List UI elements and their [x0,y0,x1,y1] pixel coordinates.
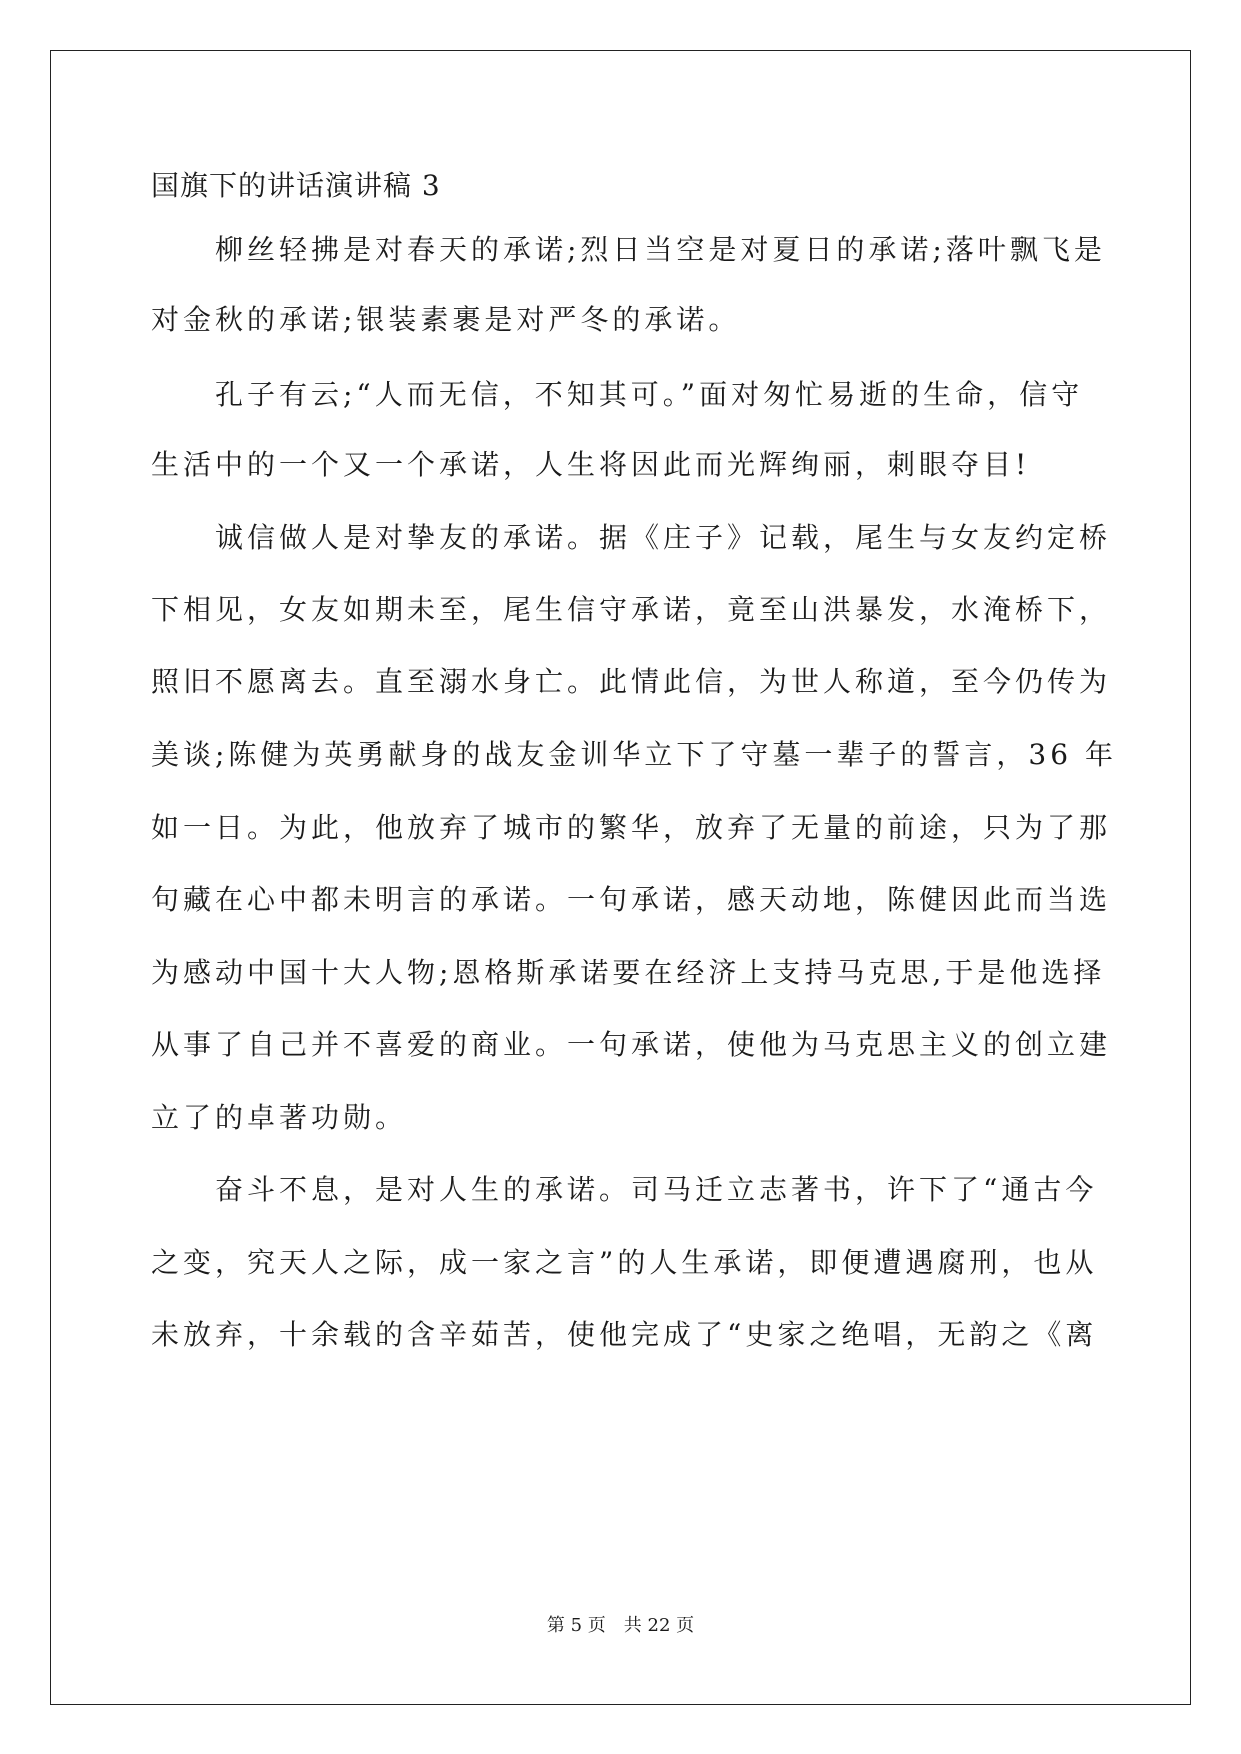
text-line-11: 为感动中国十大人物;恩格斯承诺要在经济上支持马克思,于是他选择 [151,956,1106,989]
text-line-3: 孔子有云;“人而无信，不知其可。”面对匆忙易逝的生命，信守 [151,378,1084,411]
text-line-12: 从事了自己并不喜爱的商业。一句承诺，使他为马克思主义的创立建 [151,1028,1112,1061]
page-number-footer: 第 5 页 共 22 页 [546,1615,695,1636]
text-line-8: 美谈;陈健为英勇献身的战友金训华立下了守墓一辈子的誓言，36 年 [151,738,1117,771]
text-line-7: 照旧不愿离去。直至溺水身亡。此情此信，为世人称道，至今仍传为 [151,665,1112,698]
text-line-1: 柳丝轻拂是对春天的承诺;烈日当空是对夏日的承诺;落叶飘飞是 [151,233,1106,266]
document-title: 国旗下的讲话演讲稿 3 [151,169,441,202]
text-line-9: 如一日。为此，他放弃了城市的繁华，放弃了无量的前途，只为了那 [151,811,1112,844]
text-line-16: 未放弃，十余载的含辛茹苦，使他完成了“史家之绝唱，无韵之《离 [151,1318,1098,1351]
text-line-2: 对金秋的承诺;银装素裹是对严冬的承诺。 [151,303,741,336]
text-line-4: 生活中的一个又一个承诺，人生将因此而光辉绚丽，刺眼夺目! [151,448,1031,481]
text-line-6: 下相见，女友如期未至，尾生信守承诺，竟至山洪暴发，水淹桥下， [151,593,1112,626]
text-line-15: 之变，究天人之际，成一家之言”的人生承诺，即便遭遇腐刑，也从 [151,1246,1098,1279]
text-line-13: 立了的卓著功勋。 [151,1101,408,1134]
text-line-14: 奋斗不息，是对人生的承诺。司马迁立志著书，许下了“通古今 [151,1173,1098,1206]
page-border [50,50,1191,1705]
text-line-10: 句藏在心中都未明言的承诺。一句承诺，感天动地，陈健因此而当选 [151,883,1112,916]
text-line-5: 诚信做人是对挚友的承诺。据《庄子》记载，尾生与女友约定桥 [151,521,1112,554]
